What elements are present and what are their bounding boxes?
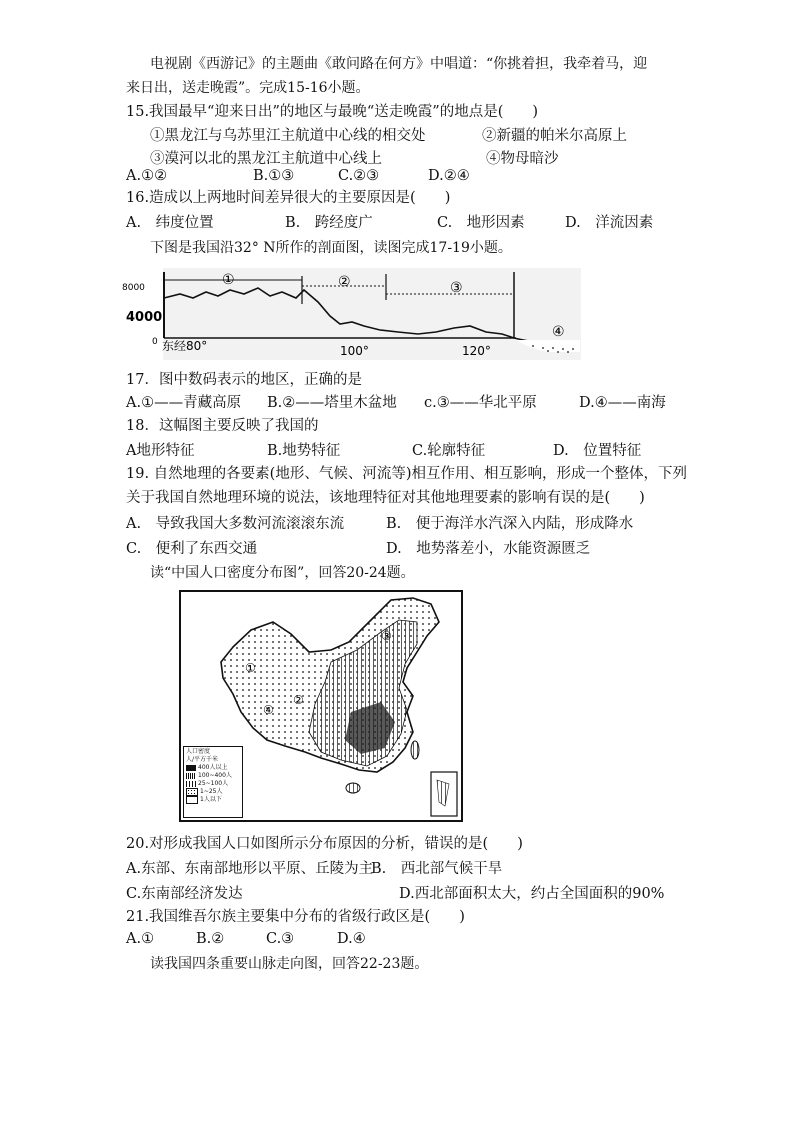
q19-option-c: C. 便利了东西交通 bbox=[126, 541, 258, 557]
q17-option-b: B.②——塔里木盆地 bbox=[267, 395, 397, 411]
legend-item-4: 1~25人 bbox=[200, 788, 223, 795]
q21-option-d: D.④ bbox=[337, 931, 366, 947]
q16-option-a: A. 纬度位置 bbox=[126, 215, 214, 231]
legend-title: 人口密度 bbox=[186, 748, 211, 755]
q15-item-1: ①黑龙江与乌苏里江主航道中心线的相交处 bbox=[150, 128, 426, 144]
q15-option-b: B.①③ bbox=[253, 168, 295, 184]
profile-y-label-8000: 8000 bbox=[122, 283, 145, 293]
profile-y-label-4000: 4000 bbox=[126, 310, 163, 325]
q15-item-3: ③漠河以北的黑龙江主航道中心线上 bbox=[150, 151, 382, 167]
profile-y-label-0: 0 bbox=[152, 337, 158, 347]
legend-item-3: 25~100人 bbox=[198, 780, 229, 787]
q20-option-c: C.东南部经济发达 bbox=[126, 886, 243, 902]
legend-unit: 人/平方千米 bbox=[186, 756, 219, 763]
q16-option-c: C. 地形因素 bbox=[437, 215, 525, 231]
q21-option-a: A.① bbox=[126, 931, 155, 947]
q18-option-c: C.轮廓特征 bbox=[412, 443, 486, 459]
legend-item-2: 100~400人 bbox=[198, 772, 232, 779]
q19-option-a: A. 导致我国大多数河流滚滚东流 bbox=[126, 516, 345, 532]
map-mark-4: ④ bbox=[263, 703, 274, 717]
legend-item-5: 1人以下 bbox=[200, 796, 222, 803]
q19-stem-line1: 19. 自然地理的各要素(地形、气候、河流等)相互作用、相互影响，形成一个整体，下列 bbox=[126, 466, 687, 482]
q18-option-a: A地形特征 bbox=[126, 443, 195, 459]
profile-mark-2: ② bbox=[338, 274, 351, 290]
q20-option-a: A.东部、东南部地形以平原、丘陵为主 bbox=[126, 861, 374, 877]
q20-option-b: B. 西北部气候干旱 bbox=[371, 861, 503, 877]
q15-stem: 15.我国最早“迎来日出”的地区与最晚“送走晚霞”的地点是( ) bbox=[126, 104, 539, 120]
q21-option-b: B.② bbox=[196, 931, 225, 947]
q15-option-d: D.②④ bbox=[428, 168, 470, 184]
q17-option-d: D.④——南海 bbox=[579, 395, 666, 411]
q16-option-d: D. 洋流因素 bbox=[565, 215, 654, 231]
intro-20-24: 读“中国人口密度分布图”，回答20-24题。 bbox=[150, 565, 415, 581]
profile-x-label-100: 100° bbox=[340, 344, 369, 358]
profile-mark-1: ① bbox=[222, 272, 235, 288]
q17-option-c: c.③——华北平原 bbox=[424, 395, 537, 411]
intro-15-16-line1: 电视剧《西游记》的主题曲《敢问路在何方》中唱道：“你挑着担，我牵着马，迎 bbox=[150, 56, 648, 72]
q15-option-a: A.①② bbox=[126, 168, 168, 184]
q18-option-d: D. 位置特征 bbox=[553, 443, 642, 459]
map-mark-3: ③ bbox=[381, 629, 392, 643]
q19-option-d: D. 地势落差小，水能资源匮乏 bbox=[386, 541, 591, 557]
map-legend bbox=[183, 746, 243, 818]
intro-15-16-line2: 来日出，送走晚霞”。完成15-16小题。 bbox=[126, 80, 370, 96]
q18-stem: 18．这幅图主要反映了我国的 bbox=[126, 418, 319, 434]
q20-stem: 20.对形成我国人口如图所示分布原因的分析，错误的是( ) bbox=[126, 836, 523, 852]
q21-option-c: C.③ bbox=[266, 931, 295, 947]
q15-item-4: ④物母暗沙 bbox=[486, 151, 559, 167]
q15-option-c: C.②③ bbox=[338, 168, 380, 184]
q20-option-d: D.西北部面积太大，约占全国面积的90% bbox=[399, 886, 665, 902]
intro-17-19: 下图是我国沿32° N所作的剖面图，读图完成17-19小题。 bbox=[150, 240, 512, 256]
intro-22-23: 读我国四条重要山脉走向图，回答22-23题。 bbox=[150, 956, 429, 972]
profile-mark-3: ③ bbox=[450, 280, 463, 296]
q16-stem: 16.造成以上两地时间差异很大的主要原因是( ) bbox=[126, 190, 451, 206]
q15-item-2: ②新疆的帕米尔高原上 bbox=[482, 128, 627, 144]
q19-stem-line2: 关于我国自然地理环境的说法，该地理特征对其他地理要素的影响有误的是( ) bbox=[126, 490, 645, 506]
profile-mark-4: ④ bbox=[552, 324, 565, 340]
q21-stem: 21.我国维吾尔族主要集中分布的省级行政区是( ) bbox=[126, 909, 465, 925]
population-density-map-figure bbox=[179, 590, 463, 822]
profile-x-label-120: 120° bbox=[462, 344, 491, 358]
map-mark-2: ② bbox=[293, 693, 304, 707]
q18-option-b: B.地势特征 bbox=[267, 443, 341, 459]
q17-option-a: A.①——青藏高原 bbox=[126, 395, 242, 411]
legend-item-1: 400人以上 bbox=[198, 764, 228, 771]
map-mark-1: ① bbox=[245, 661, 256, 675]
q17-stem: 17．图中数码表示的地区，正确的是 bbox=[126, 372, 362, 388]
profile-x-label-80: 东经80° bbox=[162, 339, 208, 353]
q19-option-b: B. 便于海洋水汽深入内陆，形成降水 bbox=[386, 516, 634, 532]
elevation-profile-figure bbox=[118, 264, 584, 362]
q16-option-b: B. 跨经度广 bbox=[285, 215, 373, 231]
